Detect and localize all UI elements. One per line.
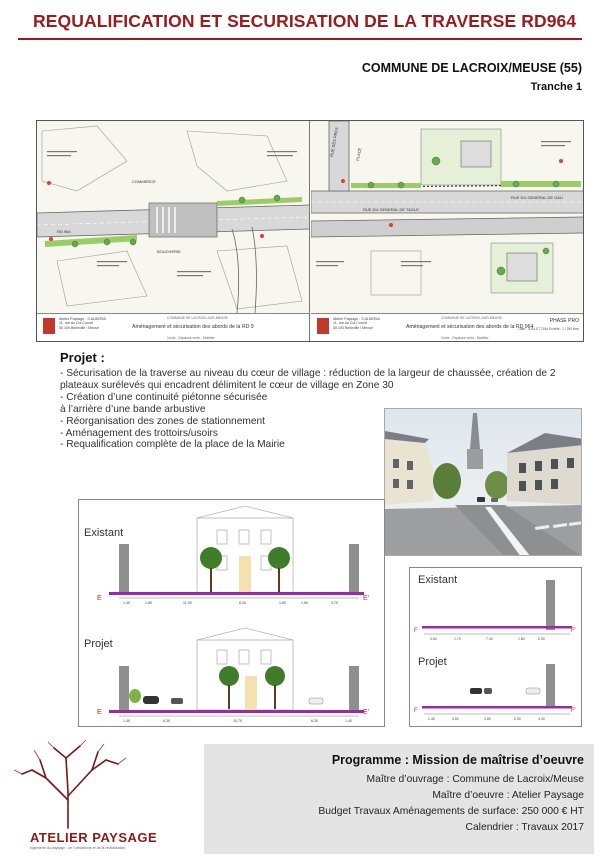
logo-tagline: ingénierie du paysage - de l'urbanisme et de la revitalisation [30,846,126,850]
list-item: - Aménagement des trottoirs/usoirs [60,427,218,439]
plan-left-drawing [37,121,310,313]
cartouche-logo-icon [317,318,329,334]
projet-title: Projet : [60,350,105,365]
section-f-existant-label: Existant [418,574,458,586]
dim-label: 6.30 [163,719,170,723]
cartouche-logo-icon [43,318,55,334]
plan-drawings [36,120,584,342]
section-e-drawing [79,500,385,727]
dim-label: 2.00 [514,717,521,721]
section-f-projet-label: Projet [418,656,447,668]
list-item: - Sécurisation de la traverse au niveau du cœur de village : réduction de la largeur de chaussée, création de 2 plateaux surélevés qui encadrent délimitent le cœur de village en Zone 30 [60,368,556,391]
cross-section-f [409,567,582,727]
plan-left [37,121,310,342]
section-f-drawing [410,568,582,727]
section-f-marker-start: F [414,628,418,634]
programme-budget: Budget Travaux Aménagements de surface: 250 000 € HT [318,806,584,817]
dim-label: 1.80 [301,601,308,605]
dim-label: 4.00 [538,717,545,721]
header-bar [0,0,600,44]
programme-box [204,744,594,854]
dim-label: 11.30 [183,601,192,605]
dim-label: 1.40 [428,717,435,721]
dim-label: 1.40 [345,719,352,723]
plan-right-label-place: PLACE [355,147,363,162]
plan-left-label-commerce: COMMERCE [132,179,156,184]
plan-right-cartouche [311,313,584,342]
cartouche-subtitle: Voirie - Espaces verts - Mobilier [441,336,489,340]
plan-left-label-road: RD 964 [57,229,71,234]
dim-label: 1.40 [123,719,130,723]
cross-section-e [78,499,385,727]
cartouche-agency: Atelier Paysage - S.ALBERIA 11, rue du Col Conort 55 100 Belleville / Meuse [59,317,106,330]
dim-label: 1.80 [279,601,286,605]
list-item: à l’arrière d’une bande arbustive [60,403,206,415]
tree-logo-icon [6,740,202,832]
cartouche-title: Aménagement et sécurisation des abords de la RD 9 [132,324,254,330]
dim-label: 6.00 [239,601,246,605]
phase-label: PHASE PRO [549,318,579,324]
plan-right [311,121,584,342]
cartouche-commune: COMMUNE DE LACROIX-SUR-MEUSE [167,316,228,320]
dim-label: 1.70 [454,637,461,641]
dim-label: 1.80 [145,601,152,605]
page-title: REQUALIFICATION ET SECURISATION DE LA TRAVERSE RD964 [33,11,577,31]
street-photo-image [385,409,582,556]
programme-maitre-ouvrage: Maître d’ouvrage : Commune de Lacroix/Meuse [366,774,584,785]
section-e-projet-marker-start: E [97,709,102,716]
plan-right-label-rue-pres: RUE DES PRES [329,126,340,158]
dim-label: 3.70 [331,601,338,605]
dim-label: 3.50 [430,637,437,641]
programme-details [318,772,584,836]
dim-label: 3.80 [484,717,491,721]
atelier-paysage-logo [6,740,202,856]
cartouche-subtitle: Voirie - Espaces verts - Mobilier [167,336,215,340]
dim-label: 1.80 [518,637,525,641]
list-item: - Création d’une continuité piétonne sécurisée [60,391,268,403]
section-f-projet-marker-end: F' [571,708,576,714]
title-underline [18,38,582,40]
dim-label: 7.40 [486,637,493,641]
list-item: - Requalification complète de la place de la Mairie [60,439,285,451]
section-e-existant-label: Existant [84,527,124,539]
tranche-label: Tranche 1 [530,81,582,93]
plan-left-cartouche [37,313,309,342]
cartouche-title: Aménagement et sécurisation des abords de la RD 964 [406,324,534,330]
street-photo [384,408,582,556]
section-e-marker-end: E' [363,595,370,602]
programme-title: Programme : Mission de maîtrise d’oeuvre [331,753,584,767]
list-item: - Réorganisation des zones de stationnement [60,415,266,427]
plan-right-label-rue-general: RUE DU GENERAL DE TAGLE [363,207,419,212]
section-e-projet-marker-end: E' [363,709,370,716]
programme-calendrier: Calendrier : Travaux 2017 [465,822,584,833]
dim-label: 15.70 [233,719,242,723]
plan-right-label-rue-general-gau: RUE DU GENERAL DE GAU [511,195,563,200]
dim-label: 1.40 [123,601,130,605]
cartouche-commune: COMMUNE DE LACROIX-SUR-MEUSE [441,316,502,320]
section-f-marker-end: F' [571,628,576,634]
phase-date: Date : JUILLET 2016 Echelle : 1 / 250 ème [518,327,579,331]
plan-left-label-boucherie: BOUCHERIE [157,249,181,254]
section-e-marker-start: E [97,595,102,602]
dim-label: 6.30 [311,719,318,723]
programme-maitre-oeuvre: Maître d’oeuvre : Atelier Paysage [432,790,584,801]
section-f-projet-marker-start: F [414,708,418,714]
cartouche-agency: Atelier Paysage - S.ALBERIA 11, rue du Col Conort 55 100 Belleville / Meuse [333,317,380,330]
dim-label: 4.50 [452,717,459,721]
plan-right-drawing [311,121,584,313]
logo-name: ATELIER PAYSAGE [30,830,158,845]
dim-label: 2.00 [538,637,545,641]
section-e-projet-label: Projet [84,638,113,650]
commune-title: COMMUNE DE LACROIX/MEUSE (55) [361,61,582,75]
